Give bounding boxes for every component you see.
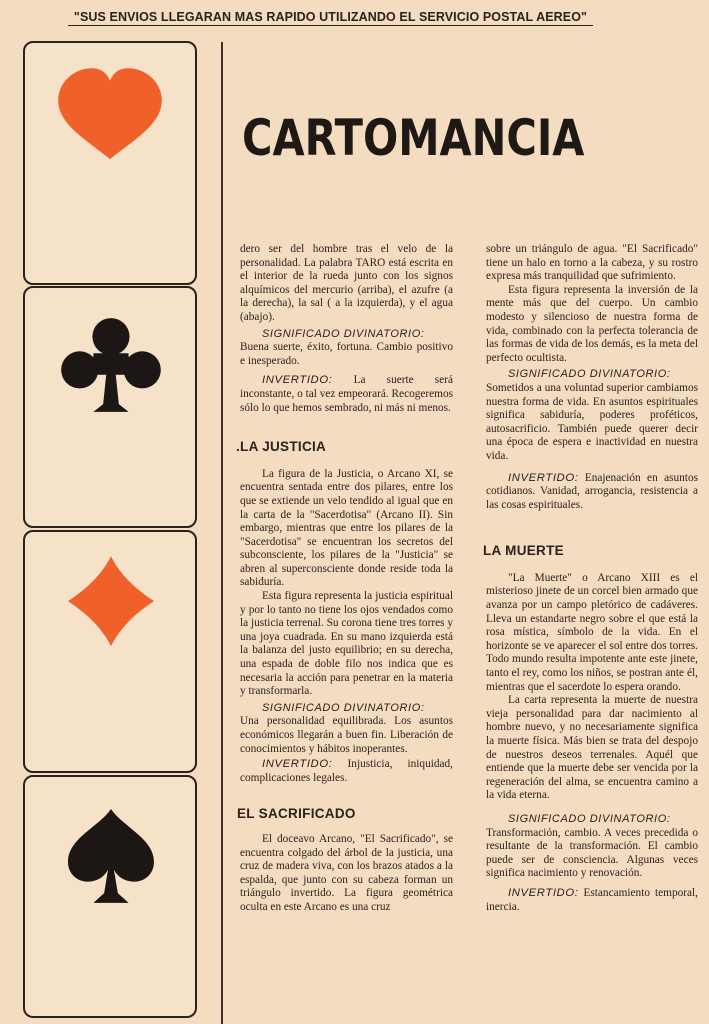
heart-icon (25, 43, 195, 283)
heart-card (23, 41, 197, 285)
paragraph: El doceavo Arcano, "El Sacrificado", se encuentra colgado del árbol de la justicia, una cruz de madera viva, con los brazos atados a la espalda, que junto con su cabeza forman un triángulo invertido. La figura geométrica oculta en este Arcano es una cruz (240, 832, 453, 913)
divinatory-meaning (486, 813, 698, 827)
spade-icon (25, 777, 195, 1016)
divinatory-meaning (240, 328, 453, 342)
club-card (23, 286, 197, 528)
club-icon (25, 288, 195, 526)
page-title: CARTOMANCIA (242, 109, 585, 167)
diamond-icon (25, 532, 195, 771)
paragraph: Esta figura representa la justicia espiritual y por lo tanto no tiene los ojos vendados como la justicia terrenal. Su corona tiene tres torres y una joya cuadrada. En su mano izquierda está la balanza del justo equilibrio; en su derecha, una espada de doble filo nos indica que es necesaria la acción para penetrar en la materia y transformarla. (240, 590, 453, 698)
paragraph: "La Muerte" o Arcano XIII es el misterioso jinete de un corcel bien armado que avanza por un campo pletórico de cadáveres. Lleva un estandarte negro sobre el que está la rosa mística, símbolo de la vida. En el horizonte se ve aparecer el sol entre dos torres. Todo mundo resulta impotente ante este jinete, tanto el rey, como los niños, se postran ante él, mientras que el sacerdote lo espera orando. (486, 571, 698, 693)
paragraph: La carta representa la muerte de nuestra vieja personalidad para dar nacimiento al hombre nuevo, y no necesariamente significa la muerte física. Más bien se trata del despojo de nuestros deseos terrenales. Aquél que entiende que la muerte debe ser vencida por la regeneración del alma, se encuentra camino a la vida eterna. (486, 694, 698, 802)
diamond-card (23, 530, 197, 773)
paragraph: sobre un triángulo de agua. "El Sacrificado" tiene un halo en torno a la cabeza, y su rostro expresa más tranquilidad que sufrimiento. (486, 243, 698, 283)
section-label: SIGNIFICADO DIVINATORIO: (262, 701, 425, 714)
text-column-left (236, 243, 453, 915)
section-heading: LA MUERTE (483, 543, 564, 559)
section-label: INVERTIDO: (262, 374, 333, 387)
section-heading: EL SACRIFICADO (237, 806, 356, 822)
section-heading: .LA JUSTICIA (236, 439, 327, 455)
inverted-meaning: INVERTIDO: La suerte será inconstante, o tal vez empeorará. Recogeremos sólo lo que hemos sembrado, ni más ni menos. (240, 374, 453, 414)
section-label: SIGNIFICADO DIVINATORIO: (508, 812, 671, 825)
paragraph: La figura de la Justicia, o Arcano XI, se encuentra sentada entre dos pilares, entre los que se extiende un velo tendido al igual que en la carta de la "Sacerdotisa" (Arcano II). Sin embargo, mientras que entre los pilares de la "Sacerdotisa" se encuentran los secretos del subconsciente, los pilares de la "Justicia" se abren al superconsciente donde reside toda la sabiduría. (240, 467, 453, 589)
inverted-meaning: INVERTIDO: Estancamiento temporal, inercia. (486, 886, 698, 913)
text-column-right (483, 243, 698, 914)
paragraph: Esta figura representa la inversión de la mente más que del cuerpo. Un cambio modesto y silencioso de nuestra forma de vida, combinado con la perfecta tolerancia de las formas de vida de los demás, es la meta del perfecto ocultista. (486, 283, 698, 364)
inverted-meaning: INVERTIDO: Enajenación en asuntos cotidianos. Vanidad, arrogancia, resistencia a las cosas espirituales. (486, 471, 698, 511)
postal-banner: "SUS ENVIOS LLEGARAN MAS RAPIDO UTILIZANDO EL SERVICIO POSTAL AEREO" (68, 10, 593, 26)
column-divider (221, 42, 223, 1024)
section-label: INVERTIDO: (508, 471, 579, 484)
divinatory-meaning (240, 702, 453, 716)
paragraph: Buena suerte, éxito, fortuna. Cambio positivo e inesperado. (240, 341, 453, 367)
section-label: SIGNIFICADO DIVINATORIO: (508, 368, 671, 381)
inverted-meaning: INVERTIDO: Injusticia, iniquidad, complicaciones legales. (240, 758, 453, 784)
section-label: SIGNIFICADO DIVINATORIO: (262, 327, 425, 340)
paragraph: Una personalidad equilibrada. Los asuntos económicos llegarán a buen fin. Liberación de conocimientos y hábitos inoperantes. (240, 715, 453, 755)
section-label: INVERTIDO: (262, 758, 333, 771)
paragraph: Sometidos a una voluntad superior cambiamos nuestra forma de vida. En asuntos espirituales significa sabiduría, poderes proféticos, autosacrificio. También puede querer decir una época de espera e inactividad en nuestra vida. (486, 381, 698, 462)
section-label: INVERTIDO: (508, 886, 579, 899)
paragraph: Transformación, cambio. A veces precedida o resultante de la transformación. El cambio puede ser de consciencia. Algunas veces significa nacimiento y renovación. (486, 826, 698, 880)
paragraph: dero ser del hombre tras el velo de la personalidad. La palabra TARO está escrita en el interior de la rueda junto con los signos alquímicos del mercurio (arriba), el azufre (a la derecha), la sal ( a la izquierda), y el agua (abajo). (240, 243, 453, 323)
divinatory-meaning (486, 368, 698, 382)
spade-card (23, 775, 197, 1018)
